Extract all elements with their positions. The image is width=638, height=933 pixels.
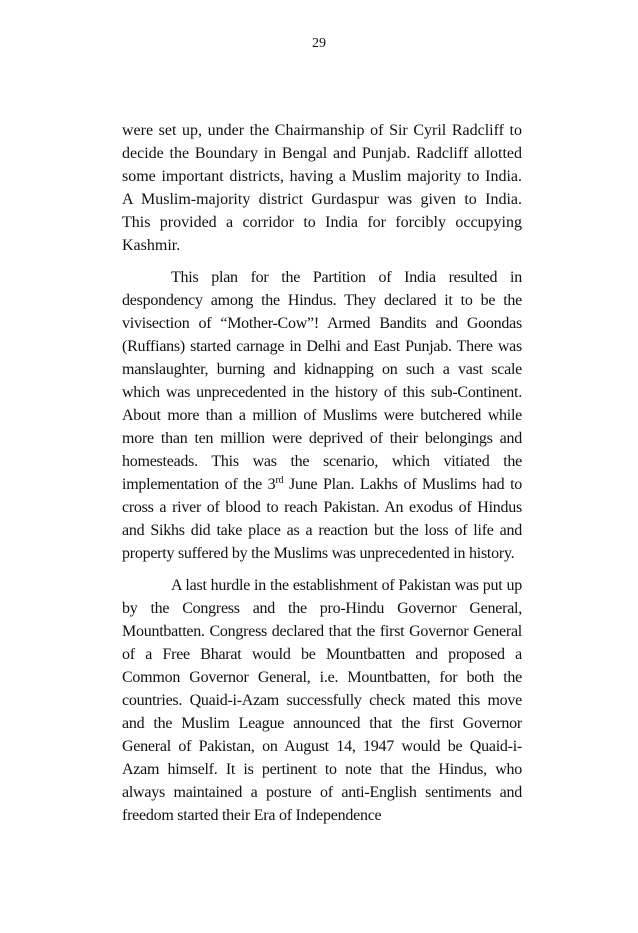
paragraph-2 [122,266,522,565]
paragraph-3: A last hurdle in the establishment of Pakistan was put up by the Congress and the pro-Hindu Governor General, Mountbatten. Congress declared that the first Governor General of a Free Bharat would be Mountbatten and proposed a Common Governor General, i.e. Mountbatten, for both the countries. Quaid-i-Azam successfully check mated this move and the Muslim League announced that the first Governor General of Pakistan, on August 14, 1947 would be Quaid-i-Azam himself. It is pertinent to note that the Hindus, who always maintained a posture of anti-English sentiments and freedom started their Era of Independence [122,577,522,824]
page-number: 29 [312,36,326,51]
document-body [122,119,522,836]
paragraph-2-text-after-superscript: June Plan. Lakhs of Muslims had to cross a river of blood to reach Pakistan. An exodus of Hindus and Sikhs did take place as a reaction but the loss of life and property suffered by the Muslims was unprecedented in history. [122,476,523,562]
paragraph-1: were set up, under the Chairmanship of Sir Cyril Radcliff to decide the Boundary in Bengal and Punjab. Radcliff allotted some important districts, having a Muslim majority to India. A Muslim-majority district Gurdaspur was given to India. This provided a corridor to India for forcibly occupying Kashmir. [122,122,522,254]
paragraph-2-text-before-superscript: This plan for the Partition of India resulted in despondency among the Hindus. They declared it to be the vivisection of “Mother-Cow”! Armed Bandits and Goondas (Ruffians) started carnage in Delhi and East Punjab. There was manslaughter, burning and kidnapping on such a vast scale which was unprecedented in the history of this sub-Continent. About more than a million of Muslims were butchered while more than ten million were deprived of their belongings and homesteads. This was the scenario, which vitiated the implementation of the 3 [122,269,522,493]
ordinal-superscript: rd [275,475,284,486]
